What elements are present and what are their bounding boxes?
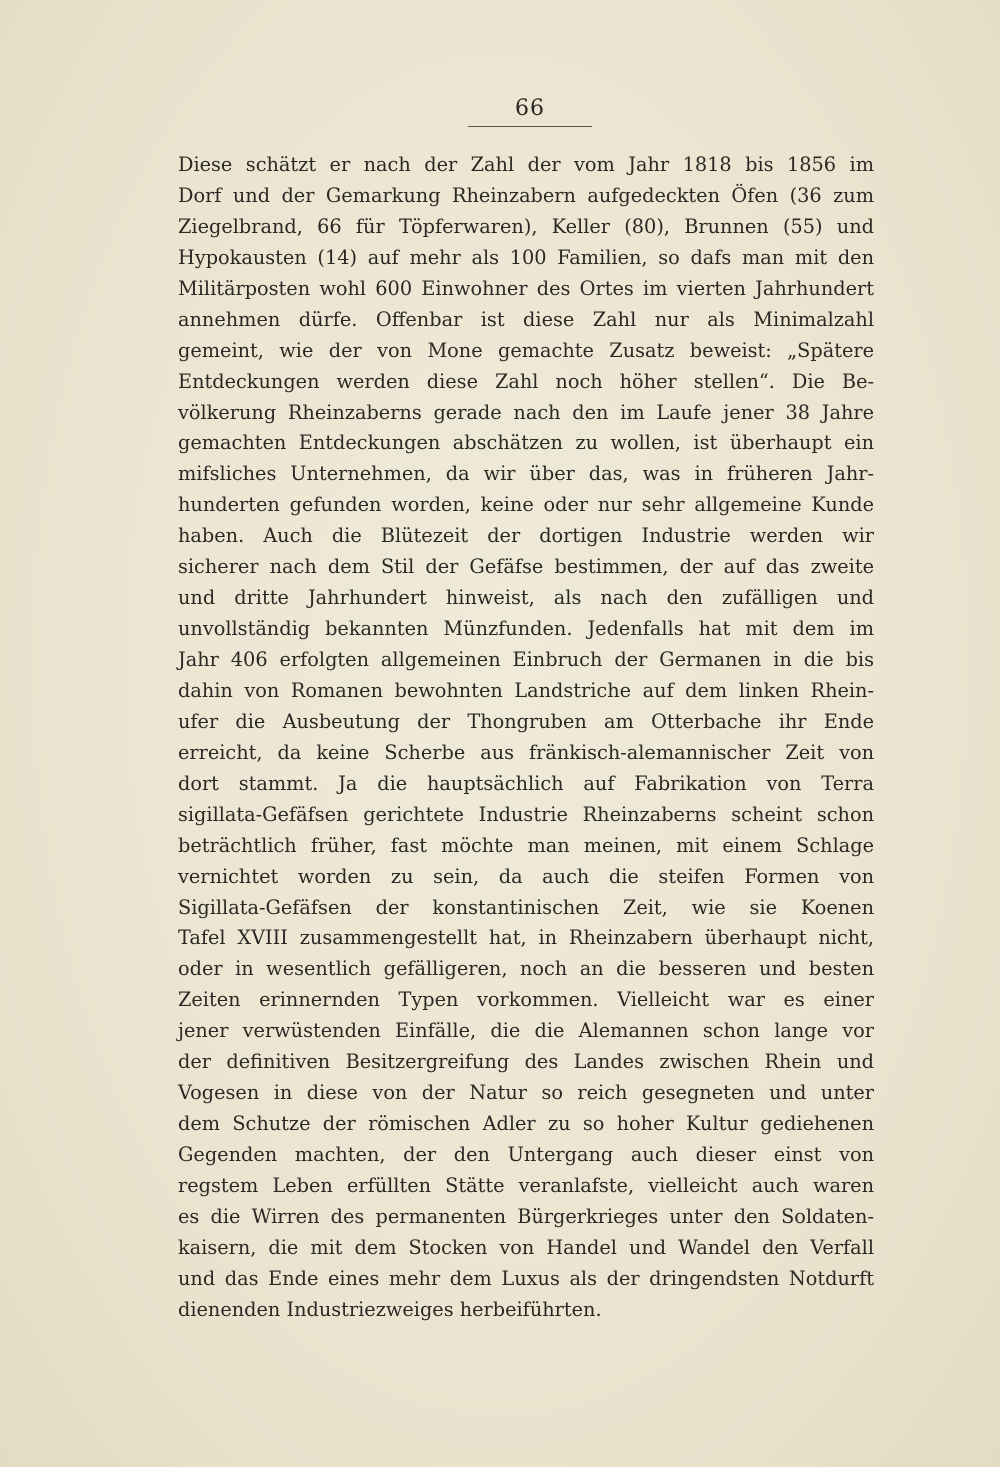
text-line: dahin von Romanen bewohnten Landstriche auf dem linken Rhein- <box>178 678 874 702</box>
text-line: regstem Leben erfüllten Stätte veranlafste, vielleicht auch waren <box>178 1173 874 1197</box>
text-line: Jahr 406 erfolgten allgemeinen Einbruch der Germanen in die bis <box>178 648 874 671</box>
text-line: und das Ende eines mehr dem Luxus als der dringendsten Notdurft <box>178 1266 874 1290</box>
text-line: Ziegelbrand, 66 für Töpferwaren), Keller (80), Brunnen (55) und <box>178 214 874 238</box>
text-line: oder in wesentlich gefälligeren, noch an die besseren und besten <box>178 957 874 981</box>
text-line: Militärposten wohl 600 Einwohner des Ortes im vierten Jahrhundert <box>178 276 874 300</box>
text-line: Dorf und der Gemarkung Rheinzabern aufgedeckten Öfen (36 zum <box>178 183 874 207</box>
text-line: sicherer nach dem Stil der Gefäfse bestimmen, der auf das zweite <box>178 555 874 579</box>
text-line: der definitiven Besitzergreifung des Landes zwischen Rhein und <box>178 1050 874 1074</box>
text-line: dem Schutze der römischen Adler zu so hoher Kultur gediehenen <box>178 1112 874 1136</box>
text-line: vernichtet worden zu sein, da auch die steifen Formen von <box>178 864 874 888</box>
text-line: Zeiten erinnernden Typen vorkommen. Vielleicht war es einer <box>178 988 874 1012</box>
text-line: hunderten gefunden worden, keine oder nur sehr allgemeine Kunde <box>178 493 874 517</box>
body-text <box>178 150 874 1326</box>
text-line: es die Wirren des permanenten Bürgerkrieges unter den Soldaten- <box>178 1204 874 1228</box>
text-line: beträchtlich früher, fast möchte man meinen, mit einem Schlage <box>178 833 874 857</box>
text-line: jener verwüstenden Einfälle, die die Alemannen schon lange vor <box>178 1019 874 1043</box>
text-line: Entdeckungen werden diese Zahl noch höher stellen“. Die Be- <box>178 369 874 393</box>
text-line: erreicht, da keine Scherbe aus fränkisch-alemannischer Zeit von <box>178 740 874 764</box>
text-line: völkerung Rheinzaberns gerade nach den im Laufe jener 38 Jahre <box>178 400 874 424</box>
text-line: dort stammt. Ja die hauptsächlich auf Fabrikation von Terra <box>178 771 874 795</box>
text-line: Sigillata-Gefäfsen der konstantinischen Zeit, wie sie Koenen <box>178 895 874 919</box>
text-line: kaisern, die mit dem Stocken von Handel und Wandel den Verfall <box>178 1235 874 1259</box>
text-line: gemeint, wie der von Mone gemachte Zusatz beweist: „Spätere <box>178 338 874 362</box>
text-line: Gegenden machten, der den Untergang auch dieser einst von <box>178 1143 874 1166</box>
text-line: und dritte Jahrhundert hinweist, als nach den zufälligen und <box>178 586 874 610</box>
text-line: Hypokausten (14) auf mehr als 100 Familien, so dafs man mit den <box>178 245 874 269</box>
text-line: Vogesen in diese von der Natur so reich gesegneten und unter <box>178 1081 874 1105</box>
text-line: dienenden Industriezweiges herbeiführten. <box>178 1297 602 1321</box>
header-rule <box>468 126 592 127</box>
text-line: annehmen dürfe. Offenbar ist diese Zahl nur als Minimalzahl <box>178 307 874 331</box>
page-number: 66 <box>515 96 545 121</box>
text-line: Diese schätzt er nach der Zahl der vom Jahr 1818 bis 1856 im <box>178 153 874 176</box>
text-line: gemachten Entdeckungen abschätzen zu wollen, ist überhaupt ein <box>178 431 874 455</box>
text-line: unvollständig bekannten Münzfunden. Jedenfalls hat mit dem im <box>178 617 874 641</box>
text-line: sigillata-Gefäfsen gerichtete Industrie Rheinzaberns scheint schon <box>178 802 874 826</box>
text-line: ufer die Ausbeutung der Thongruben am Otterbache ihr Ende <box>178 709 874 733</box>
text-line: Tafel XVIII zusammengestellt hat, in Rheinzabern überhaupt nicht, <box>178 926 874 950</box>
text-line: haben. Auch die Blütezeit der dortigen Industrie werden wir <box>178 524 874 548</box>
text-line: mifsliches Unternehmen, da wir über das, was in früheren Jahr- <box>178 462 874 486</box>
